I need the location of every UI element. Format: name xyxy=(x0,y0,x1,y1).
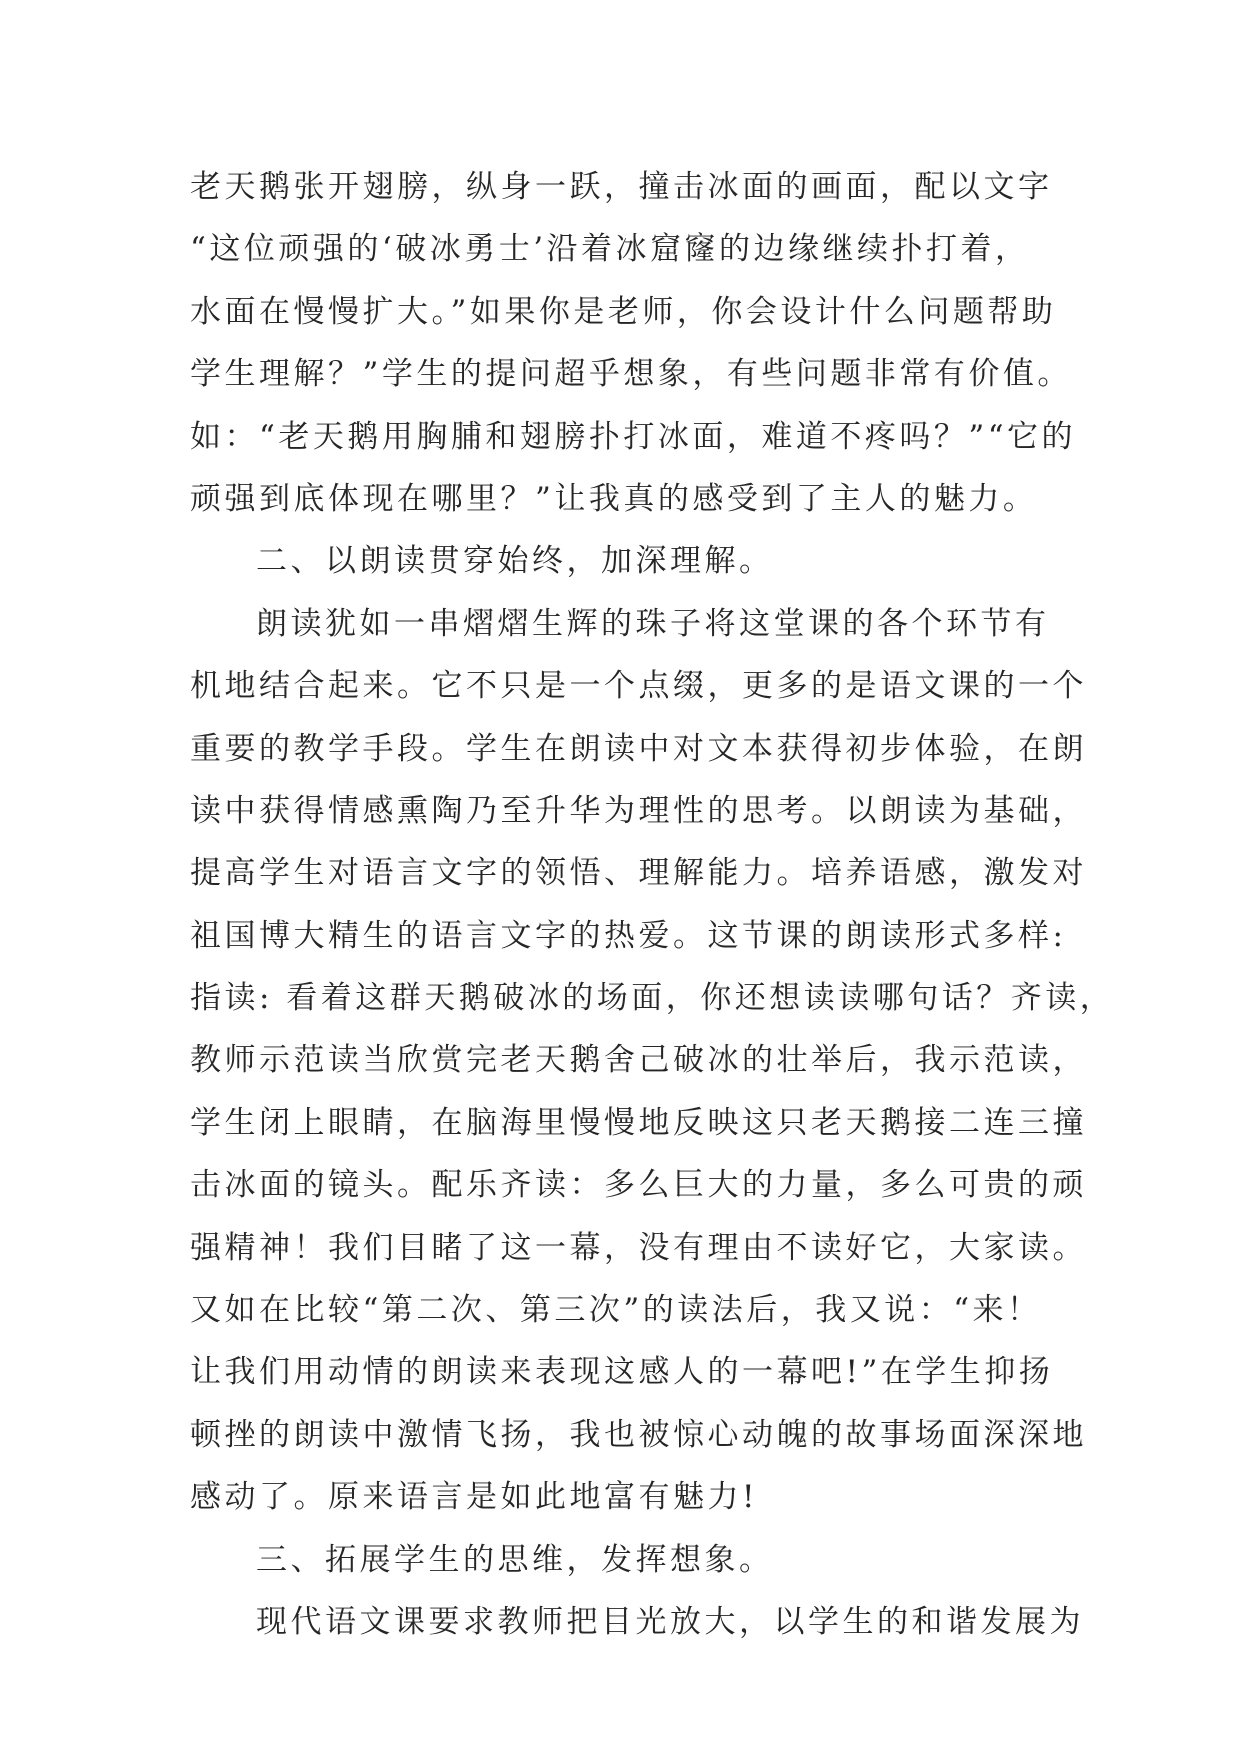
text-line: 强精神！我们目睹了这一幕，没有理由不读好它，大家读。 xyxy=(190,1229,1087,1266)
text-line: 顿挫的朗读中激情飞扬，我也被惊心动魄的故事场面深深地 xyxy=(190,1416,1087,1453)
text-line: 水面在慢慢扩大。”如果你是老师，你会设计什么问题帮助 xyxy=(190,293,1057,330)
paragraph-first-line: 现代语文课要求教师把目光放大，以学生的和谐发展为 xyxy=(256,1603,1084,1640)
body-text xyxy=(190,156,1115,1653)
text-line: 学生闭上眼睛，在脑海里慢慢地反映这只老天鹅接二连三撞 xyxy=(190,1104,1087,1141)
text-line: 指读: 看着这群天鹅破冰的场面，你还想读读哪句话？齐读， xyxy=(190,980,1115,1017)
text-line: 又如在比较“第二次、第三次”的读法后，我又说：“来！ xyxy=(190,1292,1042,1329)
text-line: 感动了。原来语言是如此地富有魅力! xyxy=(190,1479,758,1516)
paragraph-first-line: 朗读犹如一串熠熠生辉的珠子将这堂课的各个环节有 xyxy=(256,605,1050,642)
section-heading: 三、拓展学生的思维，发挥想象。 xyxy=(256,1541,774,1578)
text-line: 让我们用动情的朗读来表现这感人的一幕吧!”在学生抑扬 xyxy=(190,1354,1054,1391)
text-line: 顽强到底体现在哪里？”让我真的感受到了主人的魅力。 xyxy=(190,480,1038,517)
text-line: 击冰面的镜头。配乐齐读：多么巨大的力量，多么可贵的顽 xyxy=(190,1167,1087,1204)
text-line: 如：“老天鹅用胸脯和翅膀扑打冰面，难道不疼吗？”“它的 xyxy=(190,418,1077,455)
section-heading: 二、以朗读贯穿始终，加深理解。 xyxy=(256,543,774,580)
text-line: “这位顽强的‘破冰勇士’沿着冰窟窿的边缘继续扑打着， xyxy=(190,231,1030,268)
text-line: 学生理解？”学生的提问超乎想象，有些问题非常有价值。 xyxy=(190,356,1072,393)
text-line: 祖国博大精生的语言文字的热爱。这节课的朗读形式多样: xyxy=(190,917,1067,954)
text-line: 重要的教学手段。学生在朗读中对文本获得初步体验，在朗 xyxy=(190,730,1087,767)
text-line: 读中获得情感熏陶乃至升华为理性的思考。以朗读为基础， xyxy=(190,792,1087,829)
text-line: 老天鹅张开翅膀，纵身一跃，撞击冰面的画面，配以文字 xyxy=(190,169,1053,205)
text-line: 提高学生对语言文字的领悟、理解能力。培养语感，激发对 xyxy=(190,855,1087,892)
text-line: 教师示范读当欣赏完老天鹅舍己破冰的壮举后，我示范读， xyxy=(190,1042,1087,1079)
text-line: 机地结合起来。它不只是一个点缀，更多的是语文课的一个 xyxy=(190,668,1087,705)
